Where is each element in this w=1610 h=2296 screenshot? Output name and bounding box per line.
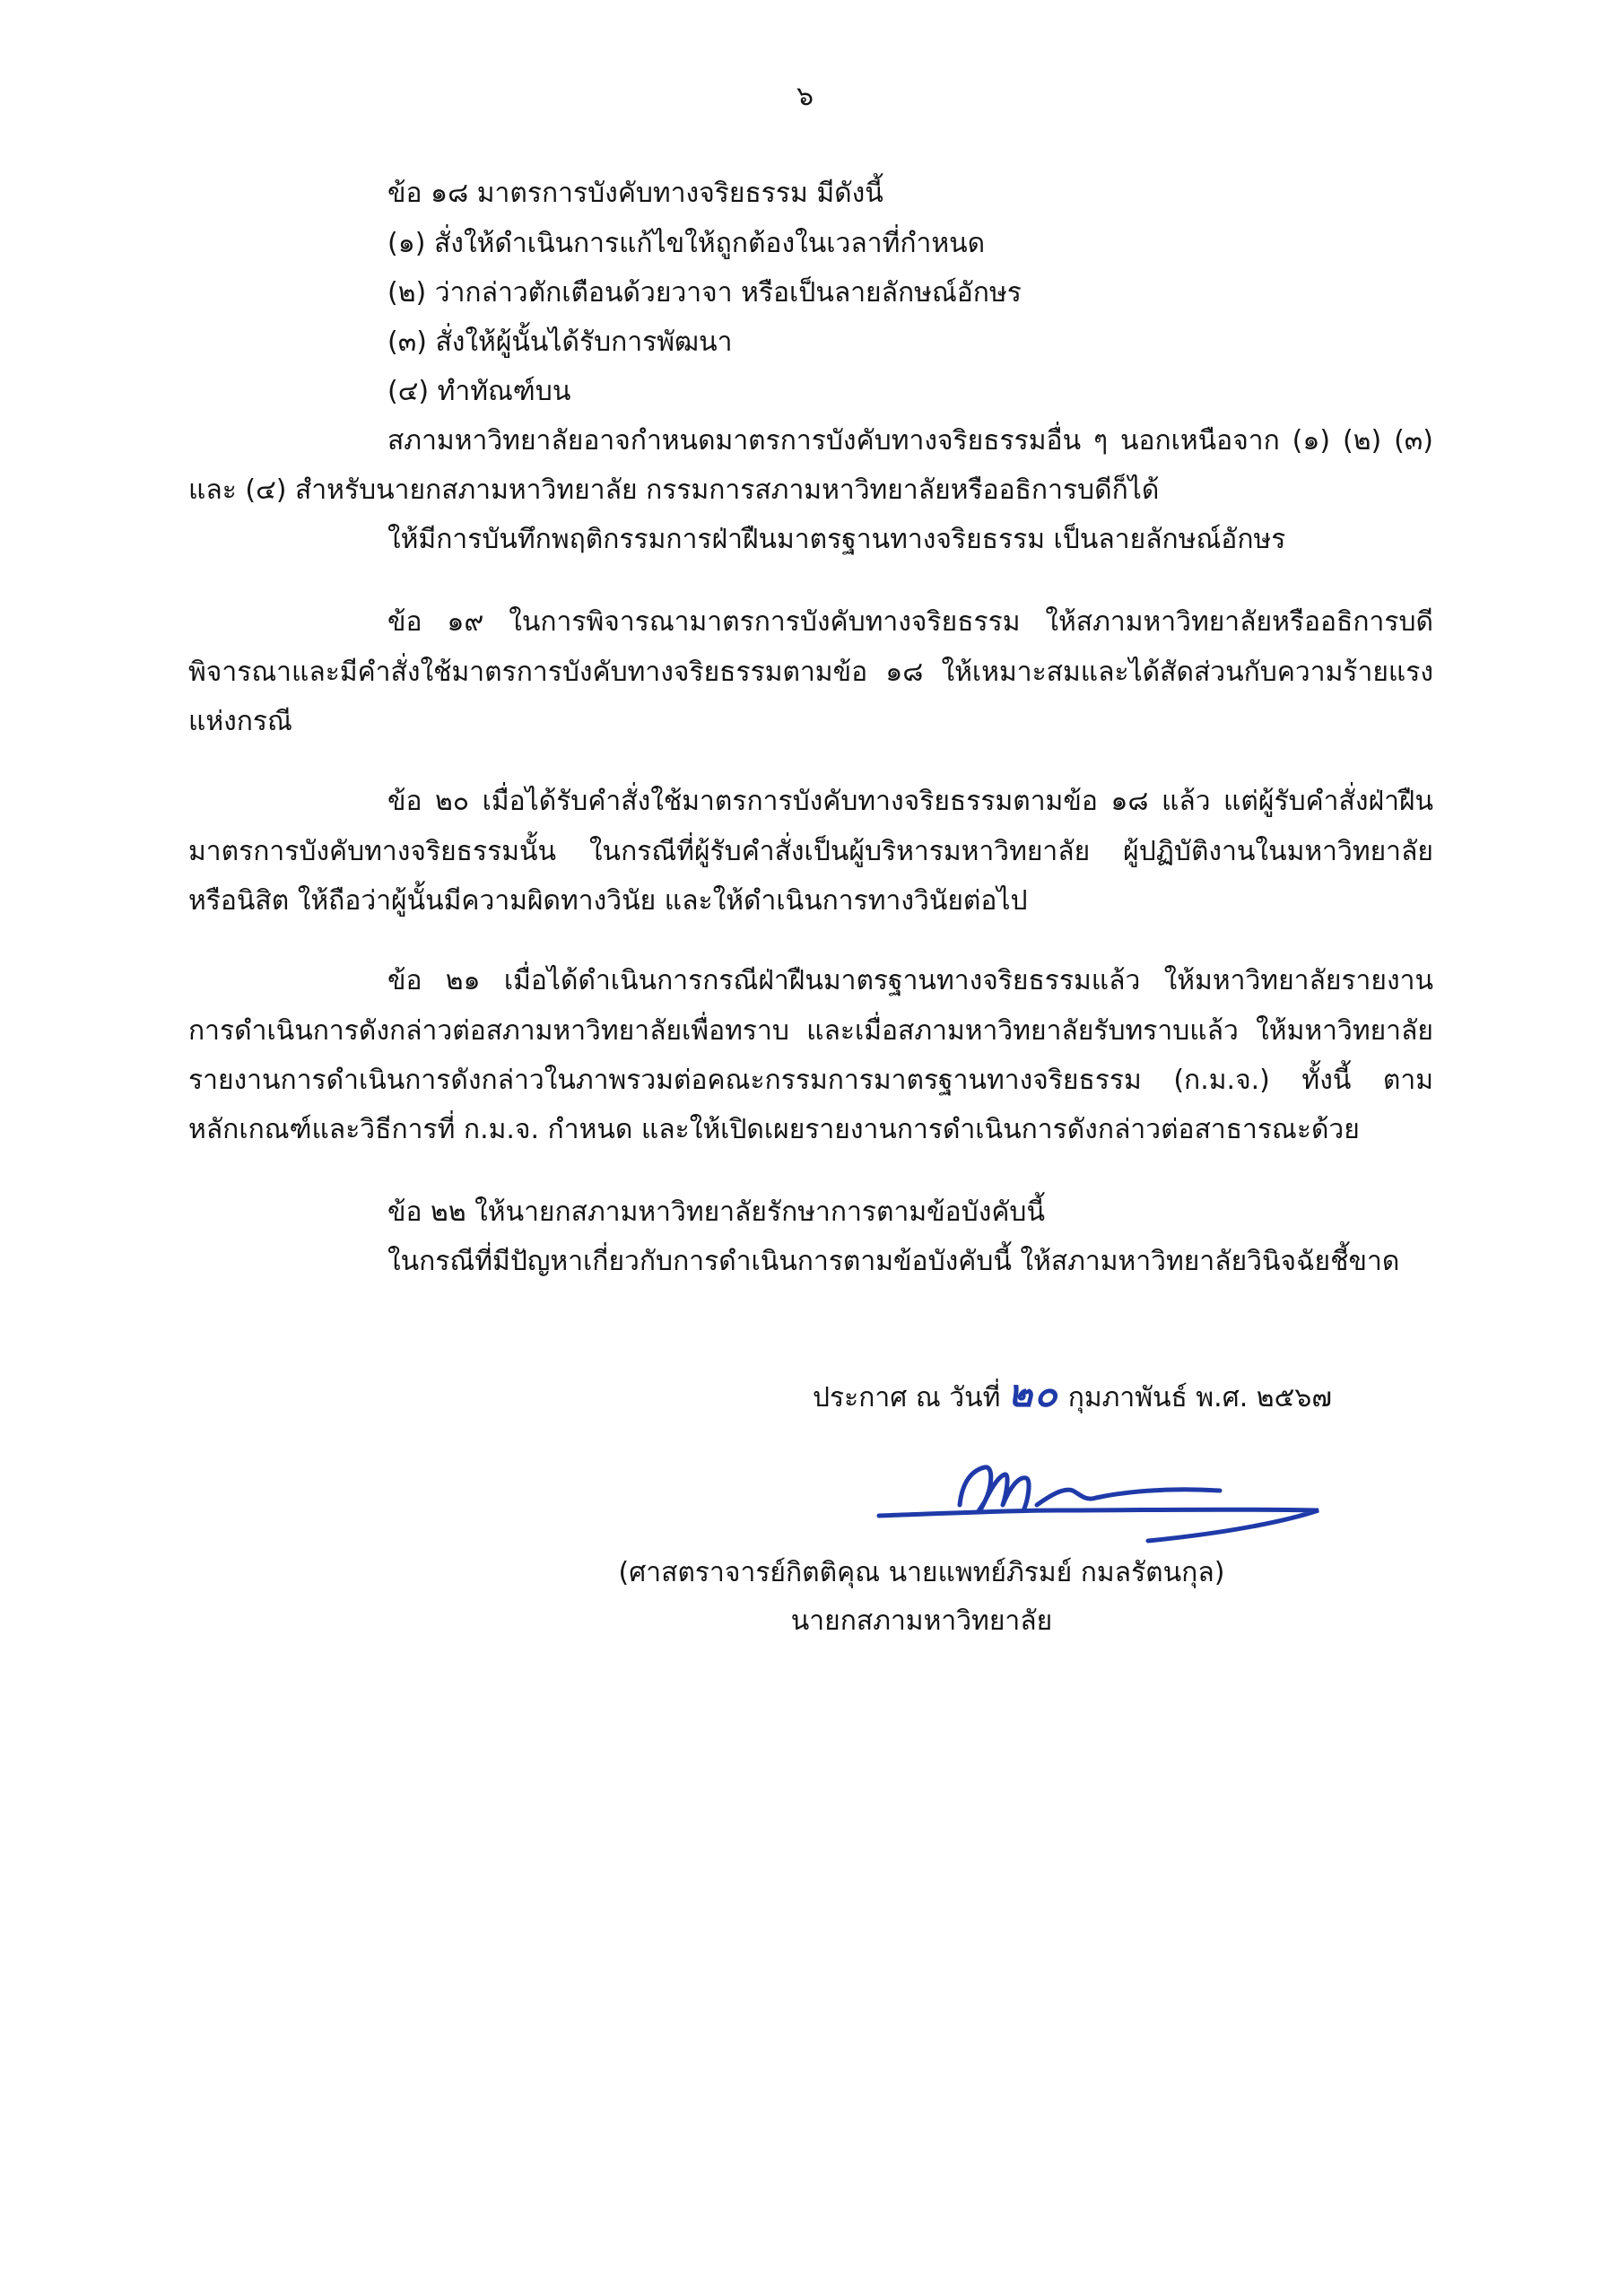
article-19-line1: ข้อ ๑๙ ในการพิจารณามาตรการบังคับทางจริยธรรม ให้สภามหาวิทยาลัยหรืออธิการบดี xyxy=(387,606,1433,638)
article-18-item-2: (๒) ว่ากล่าวตักเตือนด้วยวาจา หรือเป็นลายลักษณ์อักษร xyxy=(387,277,1022,309)
article-22-line1: ข้อ ๒๒ ให้นายกสภามหาวิทยาลัยรักษาการตามข้อบังคับนี้ xyxy=(387,1196,1045,1228)
signer-name: (ศาสตราจารย์กิตติคุณ นายแพทย์ภิรมย์ กมลรัตนกุล) xyxy=(618,1557,1225,1588)
announcement-date xyxy=(813,1371,1332,1418)
signature-image xyxy=(861,1451,1327,1550)
article-22-line2: ในกรณีที่มีปัญหาเกี่ยวกับการดำเนินการตามข้อบังคับนี้ ให้สภามหาวิทยาลัยวินิจฉัยชี้ขาด xyxy=(387,1246,1400,1277)
article-18-item-4: (๔) ทำทัณฑ์บน xyxy=(387,376,571,407)
article-19-line2: พิจารณาและมีคำสั่งใช้มาตรการบังคับทางจริยธรรมตามข้อ ๑๘ ให้เหมาะสมและได้สัดส่วนกับความร้ายแรง xyxy=(188,657,1433,688)
article-19-line3: แห่งกรณี xyxy=(188,706,292,737)
article-20-line1: ข้อ ๒๐ เมื่อได้รับคำสั่งใช้มาตรการบังคับทางจริยธรรมตามข้อ ๑๘ แล้ว แต่ผู้รับคำสั่งฝ่าฝืน xyxy=(387,786,1433,817)
article-21-line2: การดำเนินการดังกล่าวต่อสภามหาวิทยาลัยเพื่อทราบ และเมื่อสภามหาวิทยาลัยรับทราบแล้ว ให้มหาวิทยาลัย xyxy=(188,1015,1433,1047)
article-21-line4: หลักเกณฑ์และวิธีการที่ ก.ม.จ. กำหนด และให้เปิดเผยรายงานการดำเนินการดังกล่าวต่อสาธารณะด้วย xyxy=(188,1114,1360,1145)
handwritten-day: ๒๐ xyxy=(1007,1371,1059,1415)
article-18-para1-line2: และ (๔) สำหรับนายกสภามหาวิทยาลัย กรรมการสภามหาวิทยาลัยหรืออธิการบดีก็ได้ xyxy=(188,474,1160,506)
page-number: ๖ xyxy=(796,81,814,112)
announcement-suffix: กุมภาพันธ์ พ.ศ. ๒๕๖๗ xyxy=(1067,1382,1332,1413)
article-18-heading: ข้อ ๑๘ มาตรการบังคับทางจริยธรรม มีดังนี้ xyxy=(387,178,883,209)
article-18-para2: ให้มีการบันทึกพฤติกรรมการฝ่าฝืนมาตรฐานทางจริยธรรม เป็นลายลักษณ์อักษร xyxy=(387,524,1286,555)
signer-title: นายกสภามหาวิทยาลัย xyxy=(790,1605,1053,1637)
article-18-para1-line1: สภามหาวิทยาลัยอาจกำหนดมาตรการบังคับทางจริยธรรมอื่น ๆ นอกเหนือจาก (๑) (๒) (๓) xyxy=(387,425,1433,457)
article-21-line3: รายงานการดำเนินการดังกล่าวในภาพรวมต่อคณะกรรมการมาตรฐานทางจริยธรรม (ก.ม.จ.) ทั้งนี้ ตาม xyxy=(188,1065,1433,1096)
article-20-line3: หรือนิสิต ให้ถือว่าผู้นั้นมีความผิดทางวินัย และให้ดำเนินการทางวินัยต่อไป xyxy=(188,885,1028,917)
article-21-line1: ข้อ ๒๑ เมื่อได้ดำเนินการกรณีฝ่าฝืนมาตรฐานทางจริยธรรมแล้ว ให้มหาวิทยาลัยรายงาน xyxy=(387,965,1433,996)
article-18-item-1: (๑) สั่งให้ดำเนินการแก้ไขให้ถูกต้องในเวลาที่กำหนด xyxy=(387,228,986,259)
article-18-item-3: (๓) สั่งให้ผู้นั้นได้รับการพัฒนา xyxy=(387,326,733,358)
announcement-prefix: ประกาศ ณ วันที่ xyxy=(813,1382,1001,1413)
article-20-line2: มาตรการบังคับทางจริยธรรมนั้น ในกรณีที่ผู้รับคำสั่งเป็นผู้บริหารมหาวิทยาลัย ผู้ปฏิบัติงานในมหาวิทยาลัย xyxy=(188,836,1433,867)
